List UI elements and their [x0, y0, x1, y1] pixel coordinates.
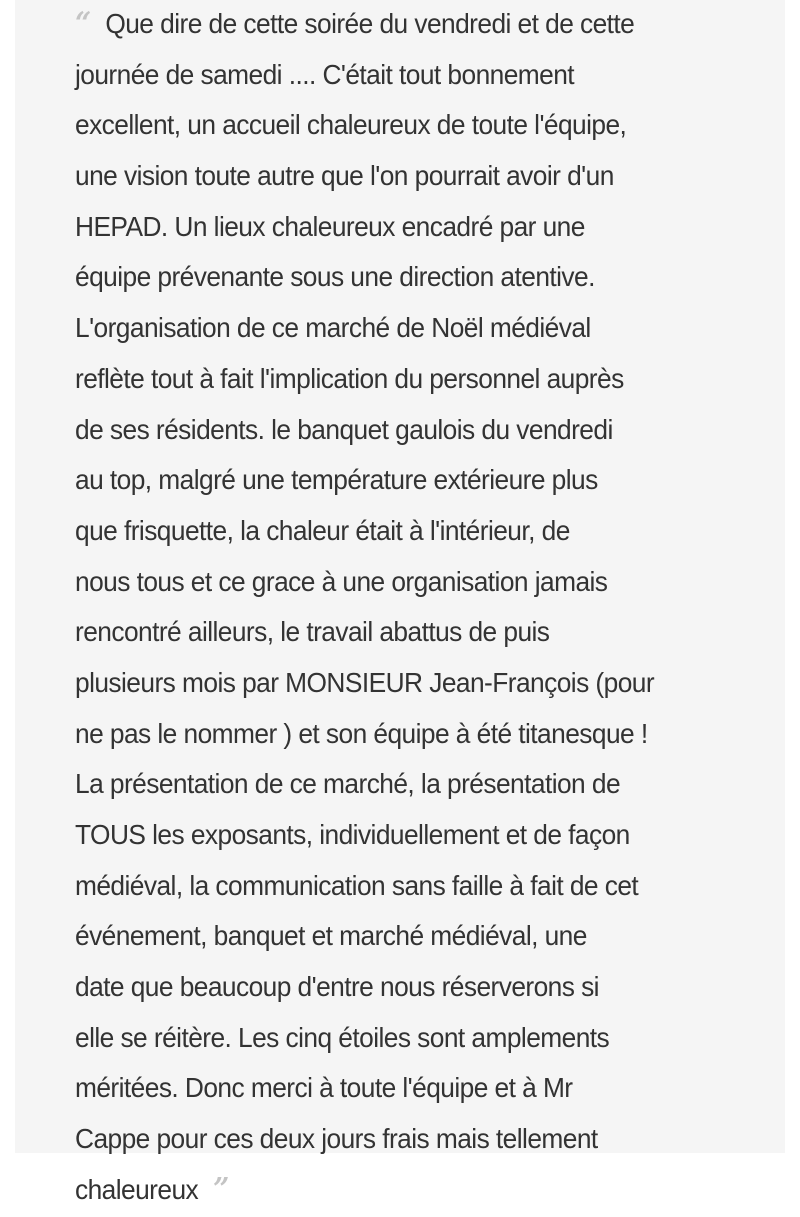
review-line: [75, 152, 654, 203]
review-line: [75, 507, 654, 558]
review-line: [75, 811, 654, 862]
review-line: [75, 355, 654, 406]
review-line-text: elle se réitère. Les cinq étoiles sont amplements: [75, 1021, 610, 1053]
review-line: [75, 963, 654, 1014]
review-line: [75, 253, 654, 304]
review-line: [75, 760, 654, 811]
review-line-text: HEPAD. Un lieux chaleureux encadré par une: [75, 210, 585, 242]
review-line-text: excellent, un accueil chaleureux de toute l'équipe,: [75, 109, 627, 141]
review-line-text: TOUS les exposants, individuellement et de façon: [75, 819, 630, 850]
review-line-text: au top, malgré une température extérieure plus: [75, 464, 598, 496]
review-line-text: de ses résidents. le banquet gaulois du vendredi: [75, 413, 613, 445]
review-line-text: Que dire de cette soirée du vendredi et de cette: [105, 8, 635, 39]
review-line-text: une vision toute autre que l'on pourrait avoir d'un: [75, 160, 614, 192]
review-line-text: date que beaucoup d'entre nous réserverons si: [75, 971, 599, 1003]
review-line: [75, 1064, 654, 1115]
review-line: [75, 659, 654, 710]
open-quote-icon: “: [75, 6, 89, 41]
review-line-text: rencontré ailleurs, le travail abattus de puis: [75, 616, 550, 648]
review-line: [75, 912, 654, 963]
review-line: [75, 304, 654, 355]
review-line-text: nous tous et ce grace à une organisation jamais: [75, 565, 608, 597]
review-line-text: plusieurs mois par MONSIEUR Jean-François (pour: [75, 666, 655, 698]
review-line-text: La présentation de ce marché, la présentation de: [75, 768, 621, 800]
review-line: [75, 558, 654, 609]
review-line: [75, 406, 654, 457]
review-line-text: journée de samedi .... C'était tout bonnement: [75, 58, 575, 90]
review-line-text: Cappe pour ces deux jours frais mais tellement: [75, 1123, 598, 1155]
review-line-text: méritées. Donc merci à toute l'équipe et à Mr: [75, 1072, 573, 1104]
review-line: [75, 862, 654, 913]
review-line: [75, 1014, 654, 1065]
review-line: [75, 1166, 654, 1217]
review-line-text: reflète tout à fait l'implication du personnel auprès: [75, 362, 624, 394]
review-line: [75, 456, 654, 507]
review-line: [75, 0, 654, 51]
review-line-text: équipe prévenante sous une direction atentive.: [75, 261, 595, 293]
review-line: [75, 203, 654, 254]
review-line-text: médiéval, la communication sans faille à fait de cet: [75, 869, 639, 901]
review-line: [75, 101, 654, 152]
review-line: [75, 51, 654, 102]
review-line: [75, 608, 654, 659]
review-line-text: événement, banquet et marché médiéval, une: [75, 920, 587, 952]
review-line-text: ne pas le nommer ) et son équipe à été titanesque !: [75, 717, 648, 749]
review-line-text: que frisquette, la chaleur était à l'intérieur, de: [75, 514, 570, 546]
review-card: [15, 0, 785, 1207]
review-line: [75, 1115, 654, 1166]
review-line-text: L'organisation de ce marché de Noël médiéval: [75, 312, 591, 344]
close-quote-icon: ”: [213, 1171, 227, 1207]
review-line: [75, 710, 654, 761]
review-text: [75, 0, 691, 1217]
review-line-text: chaleureux: [75, 1173, 199, 1205]
